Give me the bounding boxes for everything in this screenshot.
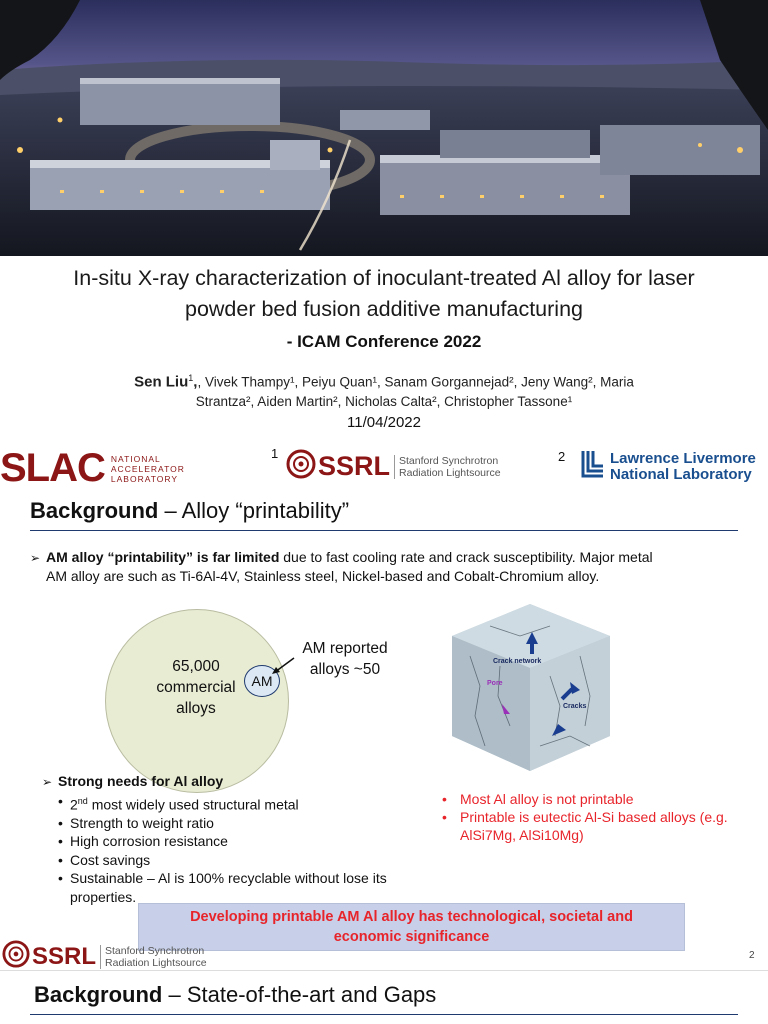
slide2-heading-rest: – Alloy “printability” xyxy=(158,498,350,523)
am-reported-label: AM reported alloys ~50 xyxy=(302,640,388,678)
conference-subtitle: - ICAM Conference 2022 xyxy=(286,332,482,351)
llnl-logo xyxy=(580,449,756,484)
hero-photo xyxy=(0,0,768,256)
llnl-emblem-icon xyxy=(580,449,606,484)
slac-logo-word: SLAC xyxy=(0,446,105,490)
page-number: 2 xyxy=(749,950,755,961)
crack-network-label: Crack network xyxy=(493,658,542,665)
footer-ssrl-logo: SSRL Stanford Synchrotron Radiation Lightsource xyxy=(2,940,207,973)
ssrl-logo-word: SSRL xyxy=(318,451,391,481)
llnl-logo-word: Lawrence Livermore National Laboratory xyxy=(610,449,756,483)
slide-divider xyxy=(0,970,768,971)
title-line-2: powder bed fusion additive manufacturing xyxy=(184,297,583,321)
list-item: • High corrosion resistance xyxy=(70,832,432,851)
significance-banner: Developing printable AM Al alloy has technological, societal and economic significance xyxy=(138,903,685,951)
ssrl-logo-sub: Stanford Synchrotron Radiation Lightsource xyxy=(394,455,501,479)
list-item: • Most Al alloy is not printable xyxy=(440,790,740,808)
slide3-heading-rule xyxy=(30,1014,738,1015)
title-line-1: In-situ X-ray characterization of inoculant-treated Al alloy for laser xyxy=(73,266,695,290)
lead-author-affiliation: 1 xyxy=(188,373,194,383)
list-item: • Sustainable – Al is 100% recyclable without lose its xyxy=(70,869,432,888)
list-item: • Printable is eutectic Al-Si based alloys (e.g. AlSi7Mg, AlSi10Mg) xyxy=(440,808,740,844)
slide2-heading xyxy=(30,498,349,524)
al-needs-list: ➢ Strong needs for Al alloy • 2nd most widely used structural metal • Strength to weight ratio • High corrosion resistance • Cost savings • Sustainable – Al is 100% recyclable without lose its properties. xyxy=(42,772,432,906)
commercial-alloys-label: 65,000 commercial alloys xyxy=(156,658,236,717)
cracks-label: Cracks xyxy=(563,703,587,710)
slide2-heading-rule xyxy=(30,530,738,531)
slac-logo-sub: NATIONAL ACCELERATOR LABORATORY xyxy=(110,453,185,484)
printability-bullet: ➢ AM alloy “printability” is far limited due to fast cooling rate and crack susceptibility. Major metal AM alloy are such as Ti-6Al-4V, Stainless steel, Nickel-based and Cobalt-Chromium alloy. xyxy=(30,549,653,584)
ssrl-logo xyxy=(286,449,501,484)
llnl-affiliation-number: 2 xyxy=(558,449,566,464)
list-item: • Cost savings xyxy=(70,851,432,870)
presentation-date: 11/04/2022 xyxy=(347,414,421,431)
pore-label: Pore xyxy=(487,680,503,687)
slide2-heading-bold: Background xyxy=(30,498,159,523)
authors-line-2: Strantza², Aiden Martin², Nicholas Calta², Christopher Tassone¹ xyxy=(195,393,573,409)
slide3-heading: Background – State-of-the-art and Gaps xyxy=(34,982,437,1007)
list-item: • Strength to weight ratio xyxy=(70,814,432,833)
slide-title xyxy=(20,263,748,325)
lead-author: Sen Liu xyxy=(134,373,189,391)
author-list: Sen Liu$^1$,, Vivek Thampy¹, Peiyu Quan¹, Sanam Gorgannejad², Jeny Wang², Maria Strantza², Aiden Martin², Nicholas Calta², Christopher Tassone¹ xyxy=(40,369,728,411)
list-item-continuation: properties. xyxy=(70,888,137,905)
ssrl-emblem-icon xyxy=(2,940,30,973)
arrow-bullet-icon: ➢ xyxy=(42,775,53,789)
slac-logo xyxy=(0,446,185,491)
am-alloys-circle: AM xyxy=(244,665,280,697)
printability-notes xyxy=(440,790,740,844)
arrow-bullet-icon: ➢ xyxy=(30,551,41,565)
authors-line-1: , Vivek Thampy¹, Peiyu Quan¹, Sanam Gorgannejad², Jeny Wang², Maria xyxy=(197,374,634,390)
ssrl-affiliation-number: 1 xyxy=(271,446,279,461)
list-item: • 2nd most widely used structural metal xyxy=(70,792,432,814)
ssrl-emblem-icon xyxy=(286,449,316,484)
crack-cube-image xyxy=(440,596,620,781)
